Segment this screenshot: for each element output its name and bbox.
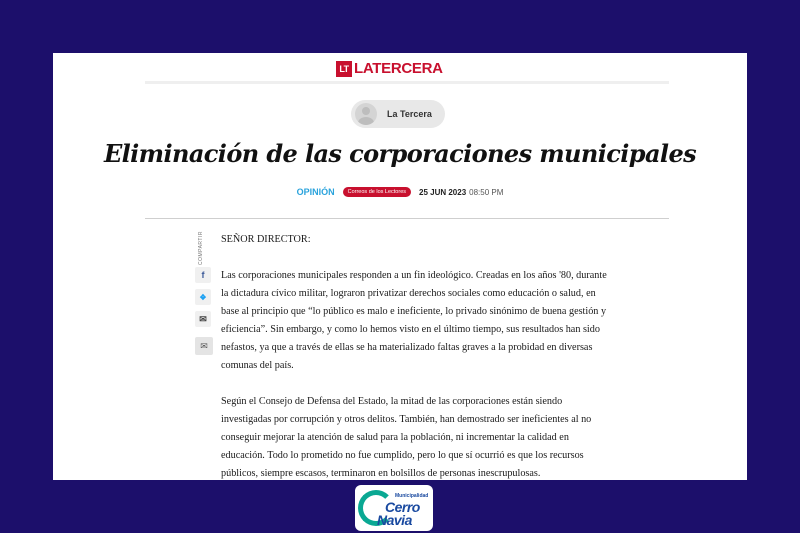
paragraph: Según el Consejo de Defensa del Estado, la mitad de las corporaciones están siendo investigadas por corrupción y otros delitos. También, han demostrado ser ineficientes al no conseguir mejorar la atención de salud para la población, ni incrementar la calidad en educación. Todo lo prometido no fue cumplido, pero lo que sí ocurrió es que los recursos públicos, siempre escasos, terminaron en bolsillos de personas inescrupulosas. xyxy=(221,396,592,479)
masthead-divider xyxy=(145,81,669,84)
article-meta xyxy=(53,187,747,197)
publish-time: 08:50 PM xyxy=(469,187,504,197)
municipality-logo xyxy=(355,485,433,531)
section-link[interactable]: OPINIÓN xyxy=(296,187,335,197)
paragraph: Las corporaciones municipales responden a un fin ideológico. Creadas en los años '80, durante la dictadura cívico militar, lograron privatizar derechos sociales como educación o salud, en base al principio que “lo público es malo e ineficiente, lo privado sinónimo de buena gestión y eficiencia”. Sin embargo, y como lo hemos visto en el último tiempo, sus resultados han sido nefastos, ya que a través de ellas se ha materializado faltas graves a la probidad en diversas comunas del país. xyxy=(221,270,607,371)
title-divider xyxy=(145,218,669,219)
article-screenshot xyxy=(53,53,747,480)
share-label: COMPARTIR xyxy=(198,231,204,266)
logo-line-1: Cerro xyxy=(385,499,420,515)
logo-small-text: Municipalidad xyxy=(395,493,429,499)
twitter-icon[interactable]: ❖ xyxy=(195,289,211,305)
author-name: La Tercera xyxy=(387,109,432,119)
mail-icon[interactable]: ✉ xyxy=(195,311,211,327)
logo-text: LATERCERA xyxy=(354,60,443,77)
comment-icon[interactable]: ✉ xyxy=(195,337,213,355)
author-chip[interactable] xyxy=(351,100,445,128)
logo-line-2: Navia xyxy=(377,512,412,528)
avatar-icon xyxy=(355,103,377,125)
publish-date: 25 JUN 2023 xyxy=(419,187,467,197)
logo-mark: LT xyxy=(336,61,352,77)
masthead xyxy=(53,53,747,83)
article-title: Eliminación de las corporaciones municipales xyxy=(103,139,697,168)
tag-badge[interactable]: Correos de los Lectores xyxy=(343,187,411,197)
article-body xyxy=(221,231,613,480)
site-logo[interactable] xyxy=(336,60,443,77)
facebook-icon[interactable]: f xyxy=(195,267,211,283)
salutation: SEÑOR DIRECTOR: xyxy=(221,234,311,245)
